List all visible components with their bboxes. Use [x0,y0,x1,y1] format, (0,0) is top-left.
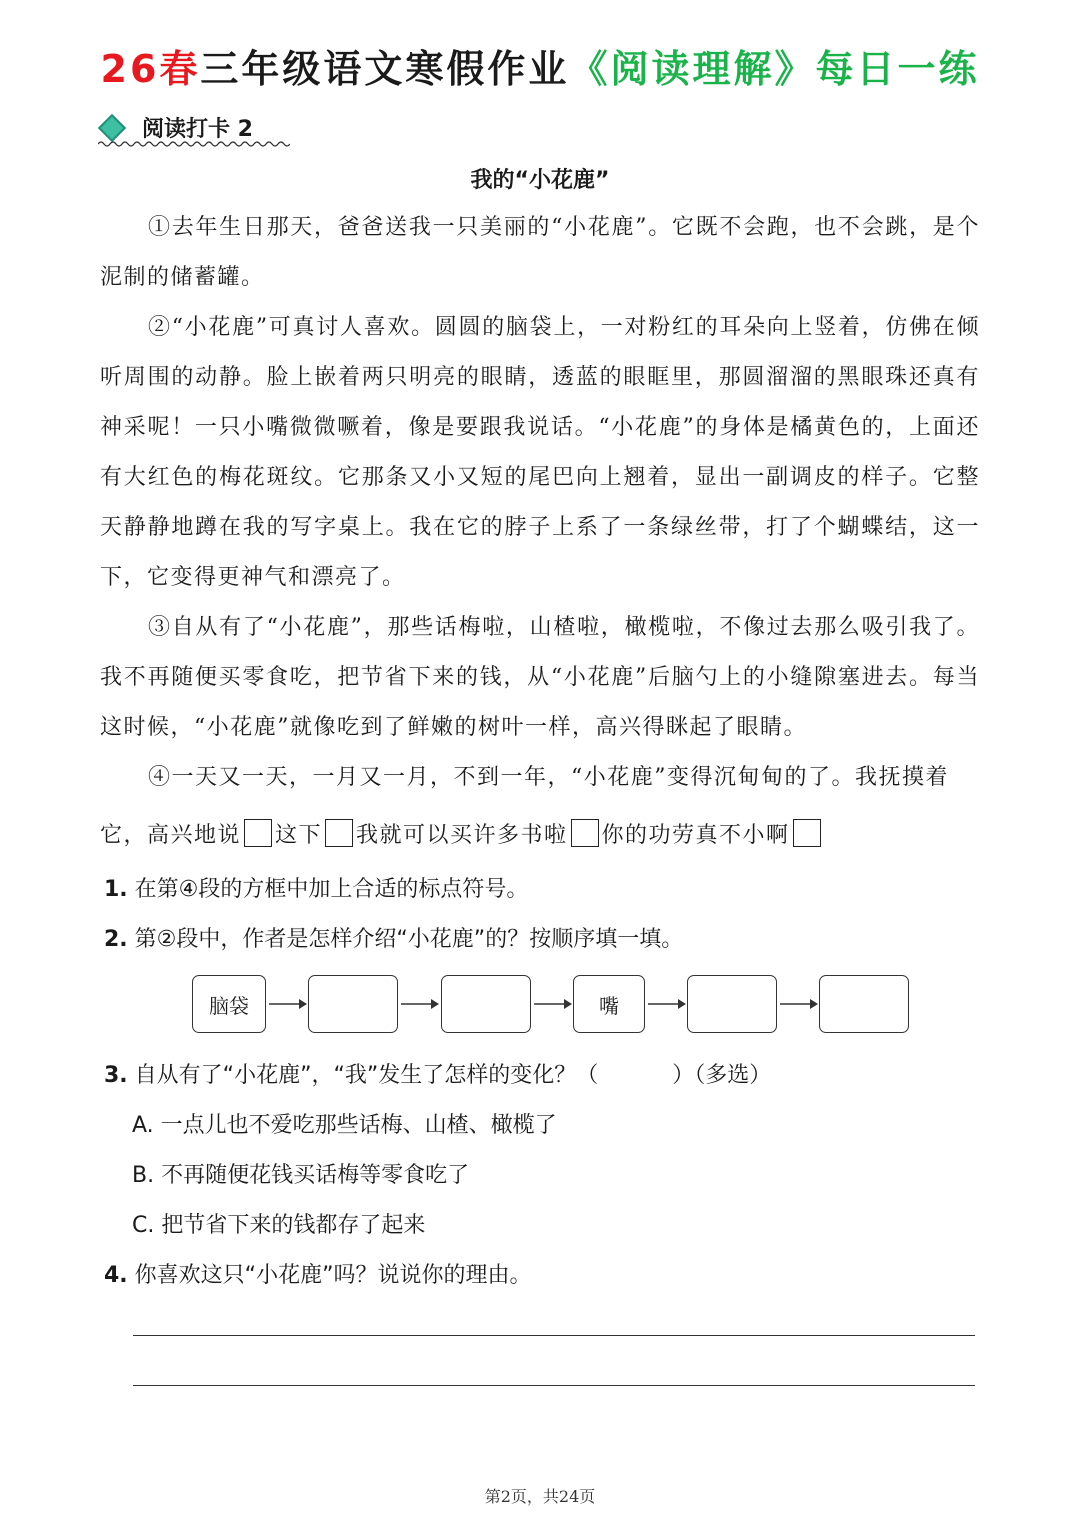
question-2 [104,922,683,953]
arrow-right-icon [269,997,307,1011]
option-b[interactable]: B. 不再随便花钱买话梅等零食吃了 [132,1163,470,1188]
paragraph-3: ③自从有了“小花鹿”，那些话梅啦，山楂啦，橄榄啦，不像过去那么吸引我了。我不再随便买零食吃，把节省下来的钱，从“小花鹿”后脑勺上的小缝隙塞进去。每当这时候，“小花鹿”就像吃到了鲜嫩的树叶一样，高兴得眯起了眼睛。 [100,615,980,740]
p4-segment-2: 这下 [275,822,323,848]
header-black: 三年级语文寒假作业 [200,47,570,91]
question-3-text-before: 自从有了“小花鹿”，“我”发生了怎样的变化？（ [134,1063,599,1088]
arrow-right-icon [648,997,686,1011]
option-c[interactable]: C. 把节省下来的钱都存了起来 [132,1213,426,1238]
p4-segment-3: 我就可以买许多书啦 [356,822,568,848]
option-a[interactable]: A. 一点儿也不爱吃那些话梅、山楂、橄榄了 [132,1113,557,1138]
arrow-right-icon [534,997,572,1011]
wavy-underline [98,140,290,148]
page-number: 第2页，共24页 [484,1487,596,1506]
arrow-right-icon [780,997,818,1011]
flow-box-1[interactable]: 脑袋 [192,975,266,1033]
flow-box-2[interactable] [308,975,398,1033]
question-3-text-after: ）（多选） [672,1063,772,1088]
diamond-icon [98,114,126,142]
p4-segment-1: 它，高兴地说 [100,822,242,848]
question-4-text: 你喜欢这只“小花鹿”吗？说说你的理由。 [134,1263,532,1288]
punctuation-box-2[interactable] [325,819,353,847]
question-1 [104,872,528,903]
passage-title: 我的“小花鹿” [470,168,610,193]
header-red: 26春 [100,47,201,91]
question-1-number: 1. [104,877,128,902]
answer-line-1[interactable] [133,1335,975,1336]
flow-box-6[interactable] [819,975,909,1033]
punctuation-box-3[interactable] [571,819,599,847]
p4-segment-4: 你的功劳真不小啊 [601,822,790,848]
question-2-text: 第②段中，作者是怎样介绍“小花鹿”的？按顺序填一填。 [134,927,684,952]
question-3-number: 3. [104,1063,128,1088]
header-green: 《阅读理解》每日一练 [569,47,980,91]
answer-line-2[interactable] [133,1385,975,1386]
question-2-number: 2. [104,927,128,952]
punctuation-box-1[interactable] [244,819,272,847]
arrow-right-icon [401,997,439,1011]
paragraph-4-line-2 [100,815,824,851]
page-header [0,38,1080,100]
question-3 [104,1058,771,1089]
flow-box-5[interactable] [687,975,777,1033]
flow-box-3[interactable] [441,975,531,1033]
question-4-number: 4. [104,1263,128,1288]
question-1-text: 在第④段的方框中加上合适的标点符号。 [134,877,529,902]
section-tag [98,110,290,150]
paragraph-1: ①去年生日那天，爸爸送我一只美丽的“小花鹿”。它既不会跑，也不会跳，是个泥制的储蓄罐。 [100,215,980,290]
punctuation-box-4[interactable] [793,819,821,847]
section-label: 阅读打卡 2 [142,117,253,142]
question-4 [104,1258,531,1289]
paragraph-4: ④一天又一天，一月又一月，不到一年，“小花鹿”变得沉甸甸的了。我抚摸着 [148,765,949,790]
paragraph-2: ②“小花鹿”可真讨人喜欢。圆圆的脑袋上，一对粉红的耳朵向上竖着，仿佛在倾听周围的动静。脸上嵌着两只明亮的眼睛，透蓝的眼眶里，那圆溜溜的黑眼珠还真有神采呢！一只小嘴微微噘着，像是要跟我说话。“小花鹿”的身体是橘黄色的，上面还有大红色的梅花斑纹。它那条又小又短的尾巴向上翘着，显出一副调皮的样子。它整天静静地蹲在我的写字桌上。我在它的脖子上系了一条绿丝带，打了个蝴蝶结，这一下，它变得更神气和漂亮了。 [100,315,980,590]
flow-box-4[interactable]: 嘴 [573,975,645,1033]
